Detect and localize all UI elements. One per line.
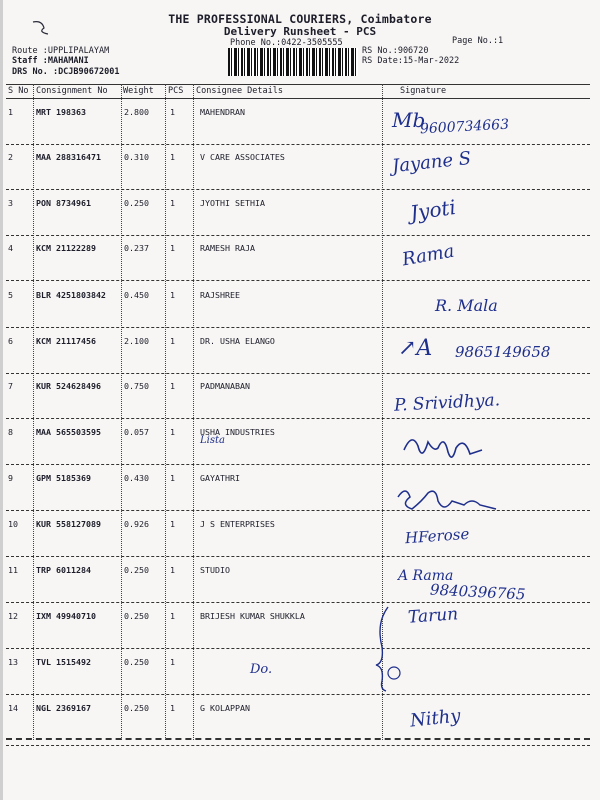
row-pcs: 1 xyxy=(170,611,175,621)
signature-4: Rama xyxy=(400,240,456,271)
row-weight: 0.430 xyxy=(124,473,149,483)
row-weight: 0.057 xyxy=(124,427,149,437)
row-sno: 9 xyxy=(8,473,13,483)
row-pcs: 1 xyxy=(170,657,175,667)
row-consignee: DR. USHA ELANGO xyxy=(200,336,275,346)
row-consignee: MAHENDRAN xyxy=(200,107,245,117)
signature-11-mark: A Rama xyxy=(398,568,454,584)
signature-1-mark: Mb xyxy=(392,108,426,132)
row-sno: 7 xyxy=(8,381,13,391)
row-sno: 12 xyxy=(8,611,18,621)
route-label: Route : xyxy=(12,46,48,56)
row-consignee: G KOLAPPAN xyxy=(200,703,250,713)
route-line xyxy=(12,46,109,56)
row-consignment-no: KUR 558127089 xyxy=(36,519,101,529)
row-weight: 0.250 xyxy=(124,657,149,667)
row-separator xyxy=(6,648,590,649)
row-pcs: 1 xyxy=(170,198,175,208)
row-separator xyxy=(6,694,590,695)
row-pcs: 1 xyxy=(170,519,175,529)
row-pcs: 1 xyxy=(170,381,175,391)
row-separator xyxy=(6,280,590,281)
row-consignee: GAYATHRI xyxy=(200,473,240,483)
row-sno: 6 xyxy=(8,336,13,346)
row-sno: 8 xyxy=(8,427,13,437)
scan-edge xyxy=(0,0,3,800)
row-consignee: J S ENTERPRISES xyxy=(200,519,275,529)
row-weight: 0.250 xyxy=(124,565,149,575)
row-pcs: 1 xyxy=(170,427,175,437)
table-bottom-rule-2 xyxy=(6,745,590,746)
col-consignment: Consignment No xyxy=(36,86,108,96)
drs-value: DCJB90672001 xyxy=(58,67,120,77)
col-divider xyxy=(33,84,34,740)
page-number: Page No.:1 xyxy=(452,36,504,46)
row-sno: 5 xyxy=(8,290,13,300)
row-pcs: 1 xyxy=(170,473,175,483)
signature-10: HFerose xyxy=(404,524,470,548)
row-weight: 0.450 xyxy=(124,290,149,300)
row-consignment-no: KUR 524628496 xyxy=(36,381,101,391)
signature-7: P. Srividhya. xyxy=(393,390,501,416)
row-consignee: RAMESH RAJA xyxy=(200,243,255,253)
row-weight: 0.750 xyxy=(124,381,149,391)
rs-number: RS No.:906720 xyxy=(362,46,429,56)
row-consignment-no: MRT 198363 xyxy=(36,107,86,117)
row-separator xyxy=(6,235,590,236)
signature-14: Nithy xyxy=(409,705,462,732)
staff-value: MAHAMANI xyxy=(47,56,89,66)
row-weight: 0.926 xyxy=(124,519,149,529)
rs-date: RS Date:15-Mar-2022 xyxy=(362,56,460,66)
row-consignment-no: IXM 49940710 xyxy=(36,611,96,621)
row-pcs: 1 xyxy=(170,290,175,300)
row-sno: 14 xyxy=(8,703,18,713)
signature-2: Jayane S xyxy=(391,147,473,178)
row-consignee: USHA INDUSTRIES xyxy=(200,427,275,437)
row-consignee: PADMANABAN xyxy=(200,381,250,391)
barcode xyxy=(228,48,358,76)
row-consignment-no: GPM 5185369 xyxy=(36,473,91,483)
row-sno: 4 xyxy=(8,243,13,253)
signature-1-phone: 9600734663 xyxy=(419,116,510,138)
row-separator xyxy=(6,418,590,419)
row-sno: 1 xyxy=(8,107,13,117)
row-separator xyxy=(6,556,590,557)
row-weight: 0.237 xyxy=(124,243,149,253)
row-weight: 0.250 xyxy=(124,198,149,208)
row-pcs: 1 xyxy=(170,243,175,253)
staff-label: Staff : xyxy=(12,56,48,66)
row-pcs: 1 xyxy=(170,703,175,713)
signature-12: Tarun xyxy=(407,604,459,628)
row-consignee: JYOTHI SETHIA xyxy=(200,198,265,208)
row-consignee: STUDIO xyxy=(200,565,230,575)
row-weight: 2.100 xyxy=(124,336,149,346)
col-sno: S No xyxy=(8,86,29,96)
signature-13: Do. xyxy=(250,662,273,677)
row-consignment-no: BLR 4251803842 xyxy=(36,290,106,300)
signature-9 xyxy=(392,483,512,519)
row-pcs: 1 xyxy=(170,336,175,346)
signature-8-note: Lista xyxy=(200,435,225,446)
row-separator xyxy=(6,327,590,328)
row-consignee: V CARE ASSOCIATES xyxy=(200,152,285,162)
signature-11-phone: 9840396765 xyxy=(429,580,526,604)
signature-3: Jyoti xyxy=(408,194,458,226)
row-consignment-no: TRP 6011284 xyxy=(36,565,91,575)
signature-5: R. Mala xyxy=(435,296,498,315)
col-weight: Weight xyxy=(123,86,154,96)
ditto-brace xyxy=(366,603,406,693)
row-pcs: 1 xyxy=(170,152,175,162)
document-title: Delivery Runsheet - PCS xyxy=(223,25,377,38)
row-consignment-no: MAA 565503595 xyxy=(36,427,101,437)
row-sno: 2 xyxy=(8,152,13,162)
col-divider xyxy=(193,84,194,740)
row-separator xyxy=(6,373,590,374)
row-consignee: RAJSHREE xyxy=(200,290,240,300)
row-pcs: 1 xyxy=(170,107,175,117)
row-consignment-no: NGL 2369167 xyxy=(36,703,91,713)
row-consignment-no: KCM 21122289 xyxy=(36,243,96,253)
table-bottom-rule xyxy=(6,738,590,740)
col-divider xyxy=(121,84,122,740)
signature-6-mark: ↗︎A xyxy=(398,336,433,361)
row-consignee: BRIJESH KUMAR SHUKKLA xyxy=(200,611,305,621)
col-divider xyxy=(165,84,166,740)
row-weight: 2.800 xyxy=(124,107,149,117)
row-sno: 13 xyxy=(8,657,18,667)
row-sno: 11 xyxy=(8,565,18,575)
row-consignment-no: TVL 1515492 xyxy=(36,657,91,667)
col-pcs: PCS xyxy=(168,86,184,96)
row-separator xyxy=(6,464,590,465)
row-pcs: 1 xyxy=(170,565,175,575)
drs-line xyxy=(12,67,119,77)
header-bottom-rule xyxy=(6,98,590,99)
row-sno: 10 xyxy=(8,519,18,529)
drs-label: DRS No. : xyxy=(12,67,59,77)
company-title: THE PROFESSIONAL COURIERS, Coimbatore xyxy=(168,12,432,26)
row-consignment-no: PON 8734961 xyxy=(36,198,91,208)
row-separator xyxy=(6,144,590,145)
row-consignment-no: MAA 288316471 xyxy=(36,152,101,162)
header-top-rule xyxy=(6,84,590,85)
staff-line xyxy=(12,56,89,66)
route-value: UPPLIPALAYAM xyxy=(47,46,110,56)
row-weight: 0.250 xyxy=(124,611,149,621)
row-consignment-no: KCM 21117456 xyxy=(36,336,96,346)
row-weight: 0.250 xyxy=(124,703,149,713)
signature-8 xyxy=(398,428,488,468)
pen-mark xyxy=(30,18,56,40)
row-sno: 3 xyxy=(8,198,13,208)
col-signature: Signature xyxy=(400,86,447,96)
row-weight: 0.310 xyxy=(124,152,149,162)
col-consignee: Consignee Details xyxy=(196,86,283,96)
phone-number: Phone No.:0422-3505555 xyxy=(230,38,343,48)
signature-6-phone: 9865149658 xyxy=(455,343,551,361)
row-separator xyxy=(6,189,590,190)
